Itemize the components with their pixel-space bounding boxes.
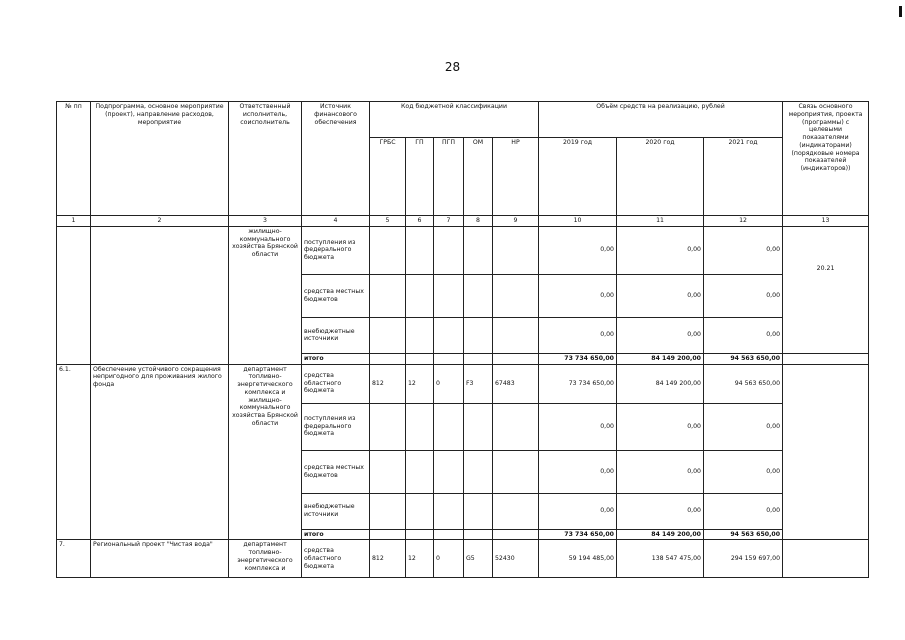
cell-om <box>464 403 493 450</box>
cell-grbs <box>370 529 406 540</box>
header-cell-pgp: ПГП <box>434 138 464 216</box>
cell-gp: 12 <box>406 364 434 403</box>
cell-link <box>783 540 869 578</box>
col-number: 6 <box>406 216 434 227</box>
cell-2020: 0,00 <box>617 274 704 317</box>
col-number: 8 <box>464 216 493 227</box>
cell-2020: 84 149 200,00 <box>617 529 704 540</box>
cell-gp: 12 <box>406 540 434 578</box>
cell-source: средства областного бюджета <box>302 364 370 403</box>
table-row <box>57 540 869 578</box>
cell-pgp <box>434 529 464 540</box>
cell-grbs <box>370 274 406 317</box>
cell-grbs <box>370 493 406 529</box>
cell-source: внебюджетные источники <box>302 493 370 529</box>
cell-nr <box>493 529 539 540</box>
header-cell-executor: Ответственный исполнитель, соисполнитель <box>229 102 302 216</box>
cell-2020: 0,00 <box>617 226 704 274</box>
cell-2021: 0,00 <box>704 403 783 450</box>
cell-pgp <box>434 226 464 274</box>
cell-om <box>464 353 493 364</box>
cell-om <box>464 274 493 317</box>
cell-grbs: 812 <box>370 364 406 403</box>
cell-nr: 67483 <box>493 364 539 403</box>
header-cell-gp: ГП <box>406 138 434 216</box>
cell-source: поступления из федерального бюджета <box>302 226 370 274</box>
cell-source: внебюджетные источники <box>302 317 370 353</box>
cell-nr <box>493 353 539 364</box>
col-number: 13 <box>783 216 869 227</box>
cell-om: G5 <box>464 540 493 578</box>
cell-program <box>91 226 229 364</box>
cell-om <box>464 317 493 353</box>
table-row <box>57 226 869 274</box>
cell-2020: 0,00 <box>617 493 704 529</box>
cell-2021: 94 563 650,00 <box>704 364 783 403</box>
header-row-top <box>57 102 869 138</box>
cell-om <box>464 450 493 493</box>
budget-table <box>56 101 869 578</box>
cell-2019: 0,00 <box>539 317 617 353</box>
cell-nr <box>493 493 539 529</box>
cell-nr <box>493 403 539 450</box>
cell-2019: 0,00 <box>539 493 617 529</box>
cell-no <box>57 226 91 364</box>
cell-grbs: 812 <box>370 540 406 578</box>
table-row <box>57 364 869 403</box>
cell-2019: 0,00 <box>539 226 617 274</box>
cell-grbs <box>370 403 406 450</box>
header-cell-source: Источник финансового обеспечения <box>302 102 370 216</box>
header-cell-2019: 2019 год <box>539 138 617 216</box>
cell-nr: 52430 <box>493 540 539 578</box>
cell-2019: 73 734 650,00 <box>539 364 617 403</box>
cell-nr <box>493 450 539 493</box>
cell-2020: 0,00 <box>617 403 704 450</box>
cell-2021: 294 159 697,00 <box>704 540 783 578</box>
cell-gp <box>406 450 434 493</box>
header-cell-2020: 2020 год <box>617 138 704 216</box>
cell-2020: 0,00 <box>617 450 704 493</box>
col-number: 9 <box>493 216 539 227</box>
cell-2019: 0,00 <box>539 403 617 450</box>
cell-2021: 0,00 <box>704 317 783 353</box>
header-cell-2021: 2021 год <box>704 138 783 216</box>
cell-grbs <box>370 450 406 493</box>
header-cell-om: ОМ <box>464 138 493 216</box>
cell-pgp <box>434 450 464 493</box>
cell-gp <box>406 493 434 529</box>
cell-program: Региональный проект "Чистая вода" <box>91 540 229 578</box>
cell-source: итого <box>302 529 370 540</box>
col-number: 2 <box>91 216 229 227</box>
cell-source: средства местных бюджетов <box>302 450 370 493</box>
header-cell-budget-code: Код бюджетной классификации <box>370 102 539 138</box>
col-number: 1 <box>57 216 91 227</box>
cell-2021: 0,00 <box>704 274 783 317</box>
cell-executor: департамент топливно-энергетического комплекса и жилищно-коммунального хозяйства Брянской области <box>229 364 302 540</box>
cell-grbs <box>370 226 406 274</box>
cell-gp <box>406 529 434 540</box>
cell-2019: 73 734 650,00 <box>539 353 617 364</box>
cell-source: итого <box>302 353 370 364</box>
cell-2021: 0,00 <box>704 493 783 529</box>
cell-pgp <box>434 274 464 317</box>
cell-link <box>783 353 869 364</box>
cell-om <box>464 493 493 529</box>
cell-gp <box>406 353 434 364</box>
cell-no: 7. <box>57 540 91 578</box>
cell-2019: 59 194 485,00 <box>539 540 617 578</box>
cell-no: 6.1. <box>57 364 91 540</box>
col-number: 7 <box>434 216 464 227</box>
cell-gp <box>406 317 434 353</box>
cell-pgp <box>434 403 464 450</box>
header-cell-program: Подпрограмма, основное мероприятие (проект), направление расходов, мероприятие <box>91 102 229 216</box>
header-cell-link: Связь основного мероприятия, проекта (программы) с целевыми показателями (индикаторами) (порядковые номера показателей (индикаторов)) <box>783 102 869 216</box>
cell-grbs <box>370 353 406 364</box>
cell-nr <box>493 226 539 274</box>
cell-2019: 0,00 <box>539 274 617 317</box>
cell-nr <box>493 274 539 317</box>
col-number: 12 <box>704 216 783 227</box>
header-cell-no: № пп <box>57 102 91 216</box>
cell-om <box>464 226 493 274</box>
cell-source: средства областного бюджета <box>302 540 370 578</box>
cell-executor: жилищно-коммунального хозяйства Брянской области <box>229 226 302 364</box>
cell-pgp <box>434 493 464 529</box>
cell-pgp: 0 <box>434 540 464 578</box>
cell-2019: 0,00 <box>539 450 617 493</box>
cell-2019: 73 734 650,00 <box>539 529 617 540</box>
page-number: 28 <box>444 60 461 74</box>
cell-gp <box>406 403 434 450</box>
col-number: 10 <box>539 216 617 227</box>
cell-om <box>464 529 493 540</box>
col-number: 11 <box>617 216 704 227</box>
cell-gp <box>406 226 434 274</box>
cell-om: F3 <box>464 364 493 403</box>
cell-pgp <box>434 353 464 364</box>
header-cell-nr: НР <box>493 138 539 216</box>
column-number-row <box>57 216 869 227</box>
cell-gp <box>406 274 434 317</box>
cell-nr <box>493 317 539 353</box>
cell-2021: 94 563 650,00 <box>704 353 783 364</box>
cell-executor: департамент топливно-энергетического комплекса и <box>229 540 302 578</box>
cell-link: 20.21 <box>783 226 869 353</box>
col-number: 3 <box>229 216 302 227</box>
cell-2020: 84 149 200,00 <box>617 364 704 403</box>
cell-2021: 0,00 <box>704 226 783 274</box>
cell-pgp <box>434 317 464 353</box>
scan-edge-mark <box>899 6 902 17</box>
header-cell-volume: Объём средств на реализацию, рублей <box>539 102 783 138</box>
header-cell-grbs: ГРБС <box>370 138 406 216</box>
col-number: 4 <box>302 216 370 227</box>
cell-2021: 94 563 650,00 <box>704 529 783 540</box>
col-number: 5 <box>370 216 406 227</box>
cell-2020: 138 547 475,00 <box>617 540 704 578</box>
cell-2021: 0,00 <box>704 450 783 493</box>
cell-source: средства местных бюджетов <box>302 274 370 317</box>
cell-link <box>783 364 869 540</box>
cell-grbs <box>370 317 406 353</box>
cell-2020: 0,00 <box>617 317 704 353</box>
cell-2020: 84 149 200,00 <box>617 353 704 364</box>
cell-program: Обеспечение устойчивого сокращения непригодного для проживания жилого фонда <box>91 364 229 540</box>
cell-source: поступления из федерального бюджета <box>302 403 370 450</box>
cell-pgp: 0 <box>434 364 464 403</box>
